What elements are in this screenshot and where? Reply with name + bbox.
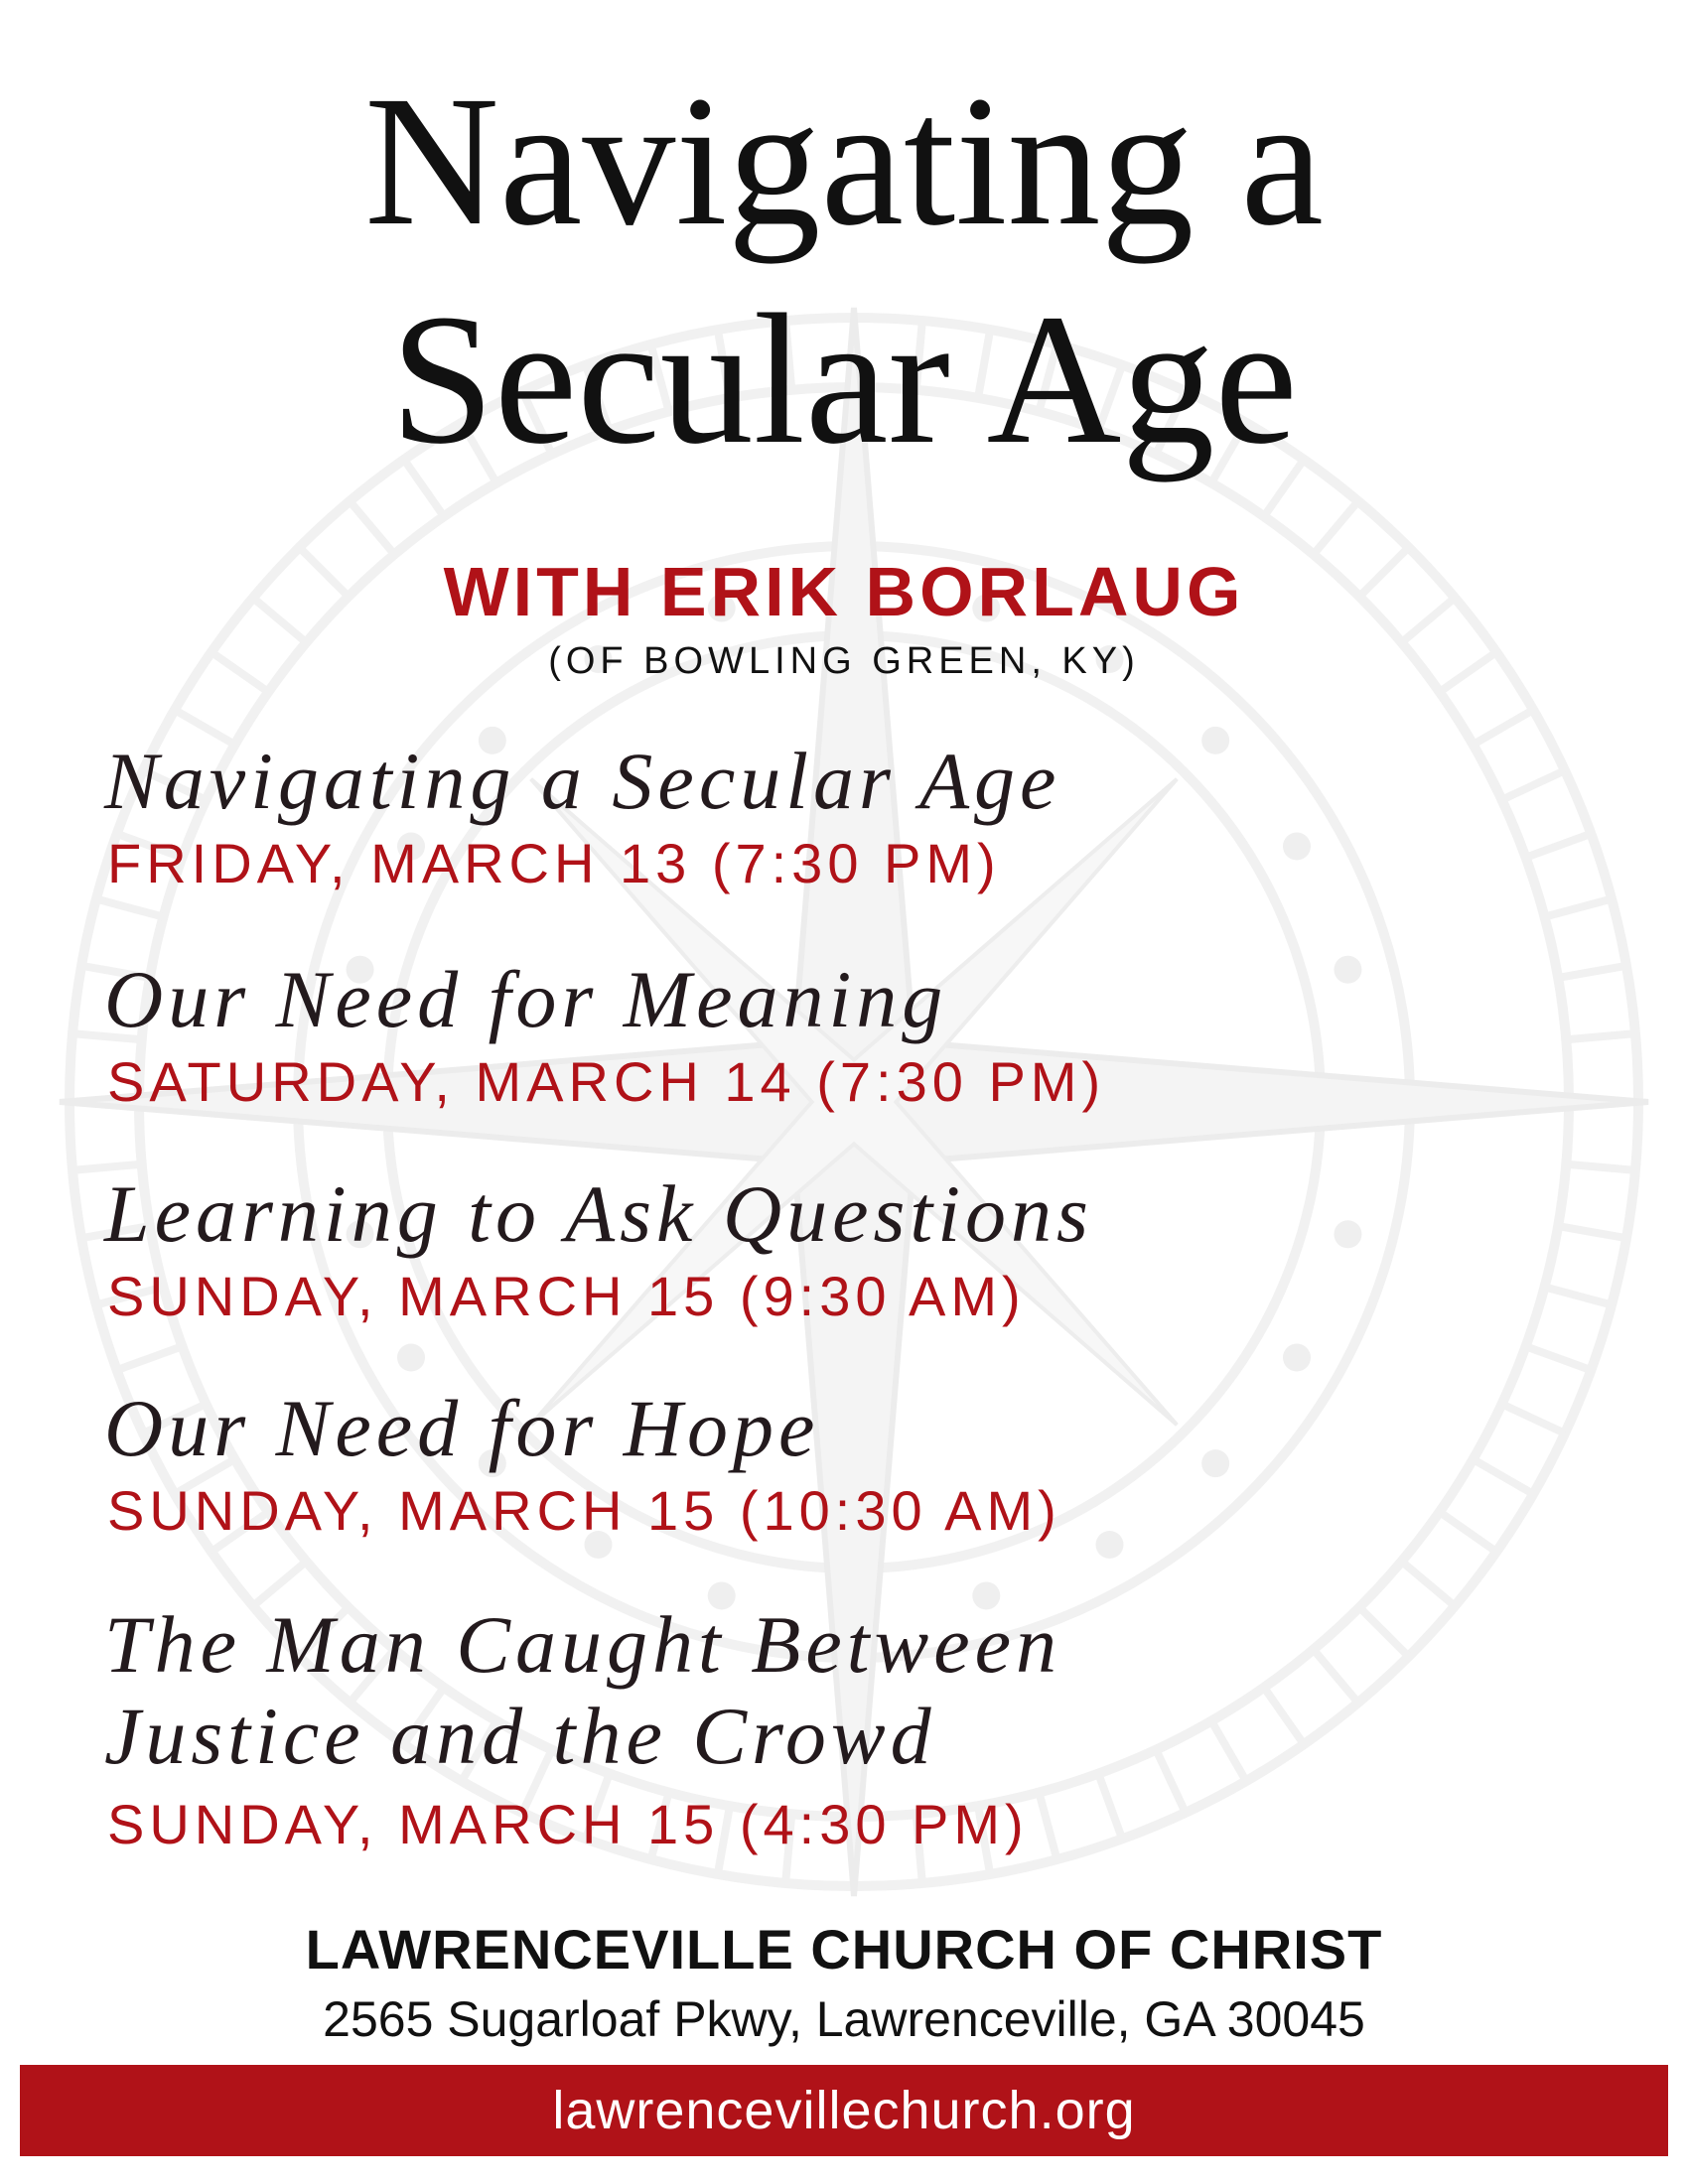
page-title-line-1: Navigating a [364,57,1324,264]
talk-4-title: Our Need for Hope [104,1383,820,1473]
talk-4-date: SUNDAY, MARCH 15 (10:30 AM) [107,1479,1061,1542]
talk-2-date: SATURDAY, MARCH 14 (7:30 PM) [107,1050,1106,1113]
talk-3-date: SUNDAY, MARCH 15 (9:30 AM) [107,1265,1026,1327]
church-address: 2565 Sugarloaf Pkwy, Lawrenceville, GA 30045 [323,1991,1365,2047]
talk-5-title-line-2: Justice and the Crowd [104,1691,936,1781]
website-link[interactable]: lawrencevillechurch.org [552,2081,1136,2140]
talk-5-date: SUNDAY, MARCH 15 (4:30 PM) [107,1793,1029,1855]
footer-bar [20,2065,1668,2156]
talk-5-title-line-1: The Man Caught Between [104,1599,1062,1690]
speaker-name: WITH ERIK BORLAUG [443,553,1245,630]
church-name: LAWRENCEVILLE CHURCH OF CHRIST [305,1918,1383,1980]
page-title-line-2: Secular Age [390,275,1298,482]
talk-1-title: Navigating a Secular Age [104,736,1061,826]
talk-1-date: FRIDAY, MARCH 13 (7:30 PM) [107,832,1001,894]
talk-3-title: Learning to Ask Questions [104,1168,1093,1259]
speaker-origin: (OF BOWLING GREEN, KY) [548,640,1140,682]
talk-2-title: Our Need for Meaning [104,954,948,1044]
